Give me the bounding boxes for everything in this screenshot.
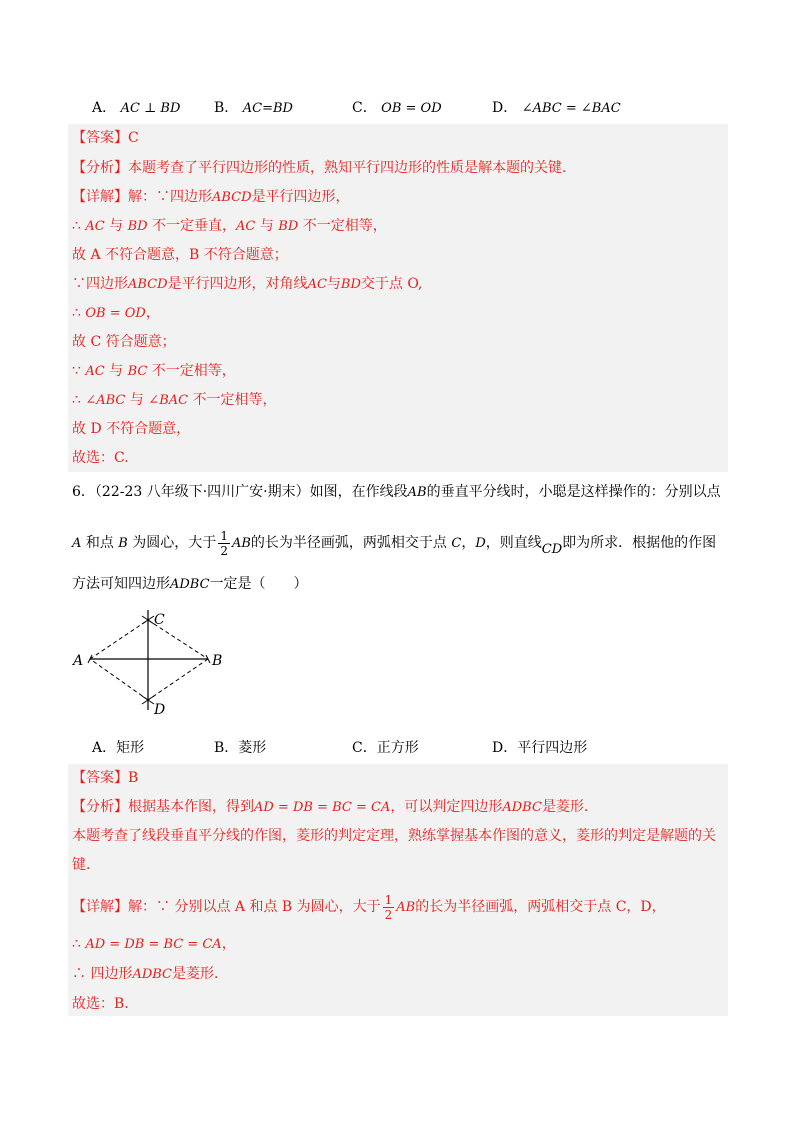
q6-option-d: D．平行四边形 [492, 740, 588, 756]
q5-detail-line-4: ∵四边形ABCD是平行四边形，对角线AC与BD交于点 O, [72, 276, 423, 292]
q5-option-d [492, 98, 621, 119]
q6-answer: 【答案】B [72, 770, 139, 786]
q6-option-a: A．矩形 [92, 740, 145, 756]
option-text: AC ⊥ BD [120, 101, 181, 116]
rhombus-diagram [72, 606, 232, 718]
label-d: D [154, 702, 166, 718]
q6-analysis: 【分析】根据基本作图，得到AD = DB = BC = CA，可以判定四边形ADBC是菱形. [72, 799, 589, 815]
option-text: OB = OD [381, 101, 442, 116]
fraction: $\frac{1}{2}$ [220, 528, 228, 558]
q5-detail-line-9: 故 D 不符合题意， [72, 421, 191, 437]
q6-detail-line-1: 【详解】解：∵ 分别以点 A 和点 B 为圆心，大于 $\frac{1}{2}$ AB的长为半径画弧，两弧相交于点 C，D， [72, 892, 666, 922]
q5-detail-line-1: 【详解】解：∵四边形ABCD是平行四边形， [72, 189, 350, 205]
label-a: A [73, 653, 84, 669]
option-letter: D． [492, 100, 518, 116]
edge-da [90, 659, 148, 700]
q6-stem-line-3: 方法可知四边形ADBC一定是（ ） [72, 576, 308, 592]
rhombus-figure [72, 606, 232, 722]
q6-stem-line-2: A 和点 B 为圆心，大于 $\frac{1}{2}$ AB的长为半径画弧，两弧相交于点 C，D，则直线CD即为所求．根据他的作图 [72, 528, 717, 558]
q6-analysis-line-3: 键. [72, 857, 91, 873]
q5-option-b [214, 98, 293, 119]
q6-analysis-line-2: 本题考查了线段垂直平分线的作图，菱形的判定定理，熟练掌握基本作图的意义，菱形的判定是解题的关 [72, 828, 716, 844]
option-text: AC=BD [242, 101, 293, 116]
q5-detail-line-6: 故 C 符合题意； [72, 334, 176, 350]
q5-answer: 【答案】C [72, 130, 139, 146]
edge-ac [90, 620, 148, 659]
label-b: B [212, 653, 223, 669]
q6-detail-line-4: 故选：B. [72, 996, 129, 1012]
q5-detail-line-5: ∴ OB = OD， [72, 305, 160, 321]
q6-option-b: B．菱形 [214, 740, 267, 756]
q5-detail-line-8: ∴ ∠ABC 与 ∠BAC 不一定相等， [72, 392, 277, 408]
label-c: C [154, 612, 165, 628]
fraction: $\frac{1}{2}$ [384, 892, 393, 922]
option-letter: A． [92, 100, 117, 116]
q5-detail-line-7: ∵ AC 与 BC 不一定相等， [72, 363, 236, 379]
q5-detail-line-2: ∴ AC 与 BD 不一定垂直，AC 与 BD 不一定相等， [72, 218, 387, 234]
q5-detail-line-10: 故选：C. [72, 450, 129, 466]
option-text: ∠ABC = ∠BAC [521, 101, 621, 116]
q6-detail-line-3: ∴ 四边形ADBC是菱形. [72, 966, 219, 982]
q5-analysis: 【分析】本题考查了平行四边形的性质，熟知平行四边形的性质是解本题的关键. [72, 160, 567, 176]
edge-bd [148, 659, 208, 700]
q6-stem-line-1: 6．（22-23 八年级下·四川广安·期末）如图，在作线段AB的垂直平分线时，小聪是这样操作的：分别以点 [72, 484, 721, 500]
q6-option-c: C．正方形 [352, 740, 419, 756]
q6-detail-line-2: ∴ AD = DB = BC = CA， [72, 936, 236, 952]
option-letter: B． [214, 100, 239, 116]
q5-detail-line-3: 故 A 不符合题意，B 不符合题意； [72, 247, 288, 263]
q5-option-a [92, 98, 180, 119]
q5-option-c [352, 98, 442, 119]
option-letter: C． [352, 100, 377, 116]
